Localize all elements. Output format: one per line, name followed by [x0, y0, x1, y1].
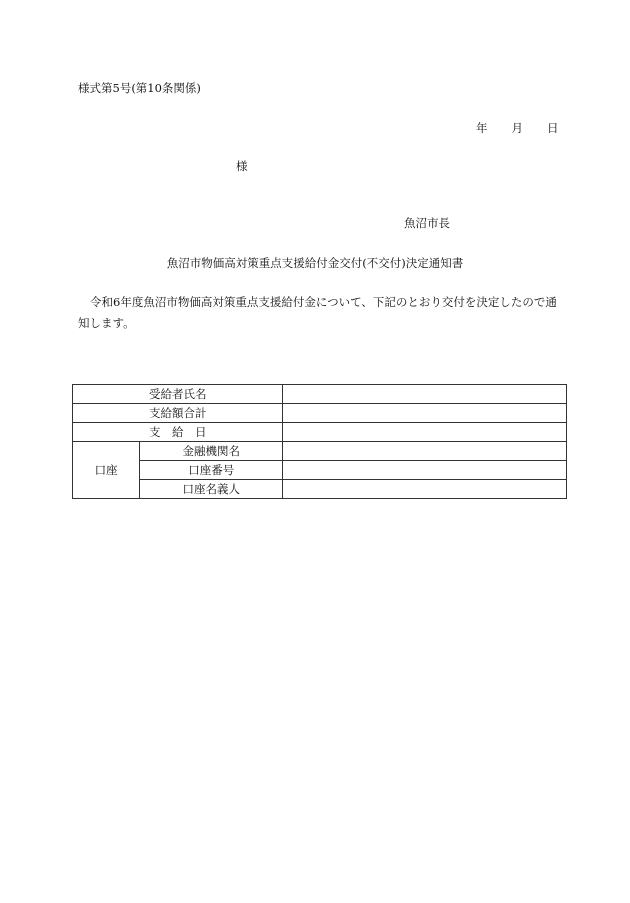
- date-year-label: 年: [476, 121, 488, 135]
- date-day-label: 日: [547, 121, 559, 135]
- date-month-label: 月: [511, 121, 523, 135]
- recipient-name-label: 受給者氏名: [73, 385, 283, 404]
- account-holder-label: 口座名義人: [140, 480, 283, 499]
- bank-label: 金融機関名: [140, 442, 283, 461]
- account-number-label: 口座番号: [140, 461, 283, 480]
- form-number: 様式第5号(第10条関係): [78, 81, 201, 95]
- body-text: [78, 292, 562, 334]
- account-holder-value: [283, 480, 567, 499]
- table-row-account-number: [73, 461, 567, 480]
- account-number-value: [283, 461, 567, 480]
- issuer-name: 魚沼市長: [404, 216, 450, 230]
- account-label: 口座: [73, 442, 140, 499]
- date-line: [476, 120, 559, 136]
- info-table: [72, 384, 567, 499]
- document-title: 魚沼市物価高対策重点支援給付金交付(不交付)決定通知書: [166, 256, 464, 270]
- table-row-recipient-name: [73, 385, 567, 404]
- total-amount-label: 支給額合計: [73, 404, 283, 423]
- table-row-total-amount: [73, 404, 567, 423]
- recipient-suffix: 様: [236, 159, 248, 173]
- recipient-name-value: [283, 385, 567, 404]
- body-paragraph: 令和6年度魚沼市物価高対策重点支援給付金について、下記のとおり交付を決定したので通知します。: [78, 295, 557, 330]
- payment-date-label: 支 給 日: [73, 423, 283, 442]
- table-row-payment-date: [73, 423, 567, 442]
- total-amount-value: [283, 404, 567, 423]
- payment-date-value: [283, 423, 567, 442]
- table-row-account-holder: [73, 480, 567, 499]
- bank-value: [283, 442, 567, 461]
- table-row-bank: [73, 442, 567, 461]
